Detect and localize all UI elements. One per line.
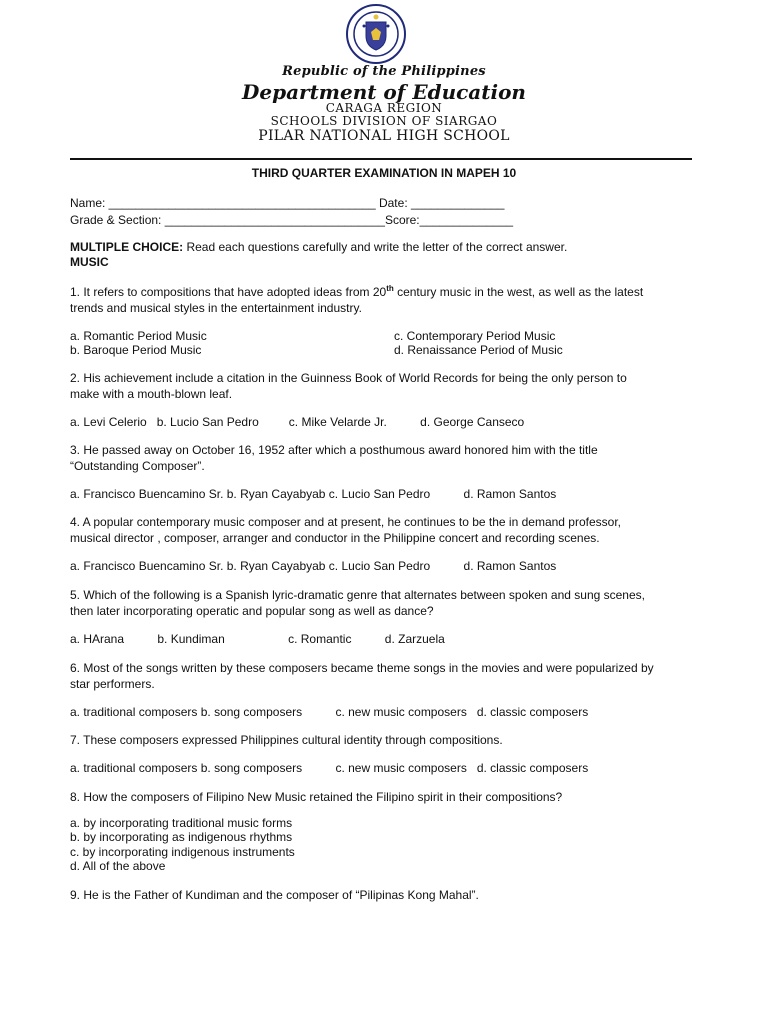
question-6-choices: a. traditional composers b. song composers c. new music composers d. classic composers [70, 705, 589, 719]
question-8-line-1: 8. How the composers of Filipino New Music retained the Filipino spirit in their compositions? [70, 790, 563, 804]
question-6-line-2: star performers. [70, 677, 155, 691]
section-title: MUSIC [70, 255, 109, 269]
instructions-label: MULTIPLE CHOICE: [70, 240, 184, 254]
question-2-line-1: 2. His achievement include a citation in the Guinness Book of World Records for being the only person to [70, 371, 627, 385]
republic-heading: Republic of the Philippines [282, 64, 486, 79]
instructions-text: Read each questions carefully and write the letter of the correct answer. [183, 240, 568, 254]
department-heading: Department of Education [242, 80, 526, 104]
division-heading: SCHOOLS DIVISION OF SIARGAO [270, 114, 498, 128]
question-1-choice-c: c. Contemporary Period Music [394, 329, 556, 343]
question-5-line-2: then later incorporating operatic and popular song as well as dance? [70, 604, 434, 618]
question-4-line-1: 4. A popular contemporary music composer and at present, he continues to be the in demand professor, [70, 515, 621, 529]
question-5-line-1: 5. Which of the following is a Spanish lyric-dramatic genre that alternates between spoken and sung scenes, [70, 588, 645, 602]
question-3-choices: a. Francisco Buencamino Sr. b. Ryan Cayabyab c. Lucio San Pedro d. Ramon Santos [70, 487, 557, 501]
question-8-choice-a: a. by incorporating traditional music forms [70, 816, 293, 830]
school-heading: PILAR NATIONAL HIGH SCHOOL [258, 128, 510, 144]
question-1-choice-d: d. Renaissance Period of Music [394, 343, 563, 357]
question-1-line-2: trends and musical styles in the entertainment industry. [70, 301, 362, 315]
exam-title: THIRD QUARTER EXAMINATION IN MAPEH 10 [251, 166, 517, 180]
deped-seal-icon [341, 4, 411, 64]
question-8-choice-d: d. All of the above [70, 859, 166, 873]
question-3-line-1: 3. He passed away on October 16, 1952 after which a posthumous award honored him with the title [70, 443, 598, 457]
question-8-choice-b: b. by incorporating as indigenous rhythms [70, 830, 293, 844]
question-7-choices: a. traditional composers b. song composers c. new music composers d. classic composers [70, 761, 589, 775]
grade-score-field: Grade & Section: _________________________________Score:______________ [70, 213, 514, 227]
region-heading: CARAGA REGION [325, 101, 443, 115]
header-divider [70, 158, 692, 160]
question-5-choices: a. HArana b. Kundiman c. Romantic d. Zarzuela [70, 632, 445, 646]
question-6-line-1: 6. Most of the songs written by these composers became theme songs in the movies and were popularized by [70, 661, 654, 675]
question-3-line-2: “Outstanding Composer”. [70, 459, 205, 473]
question-9-line-1: 9. He is the Father of Kundiman and the composer of “Pilipinas Kong Mahal”. [70, 888, 479, 902]
question-1-line-1: 1. It refers to compositions that have adopted ideas from 20th century music in the west, as well as the latest [70, 284, 644, 299]
question-4-choices: a. Francisco Buencamino Sr. b. Ryan Cayabyab c. Lucio San Pedro d. Ramon Santos [70, 559, 557, 573]
question-1-choice-a: a. Romantic Period Music [70, 329, 207, 343]
name-date-field: Name: ________________________________________ Date: ______________ [70, 196, 505, 210]
question-7-line-1: 7. These composers expressed Philippines cultural identity through compositions. [70, 733, 503, 747]
question-8-choice-c: c. by incorporating indigenous instruments [70, 845, 295, 859]
question-2-choices: a. Levi Celerio b. Lucio San Pedro c. Mike Velarde Jr. d. George Canseco [70, 415, 525, 429]
instructions [70, 239, 567, 255]
question-1-choice-b: b. Baroque Period Music [70, 343, 202, 357]
question-2-line-2: make with a mouth-blown leaf. [70, 387, 233, 401]
question-4-line-2: musical director , composer, arranger and conductor in the Philippine concert and recording scenes. [70, 531, 600, 545]
